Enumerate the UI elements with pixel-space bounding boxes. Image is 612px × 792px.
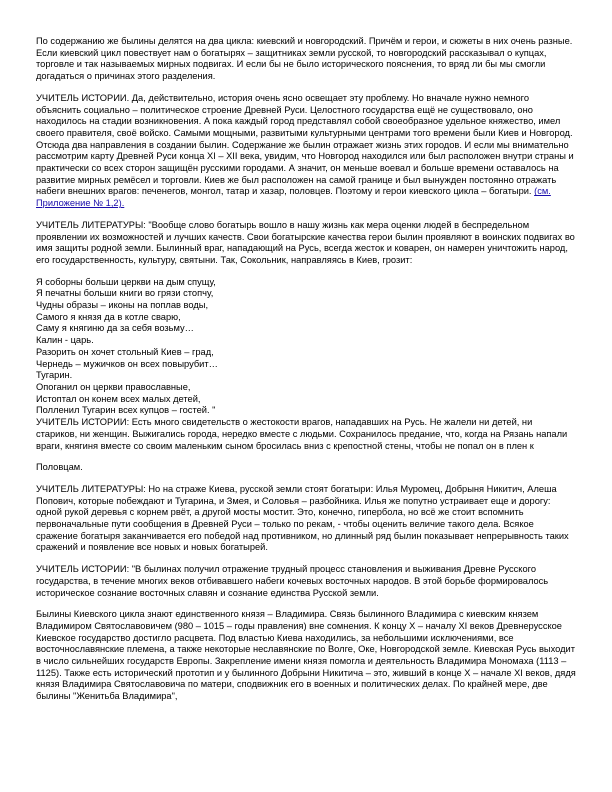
verse-block	[36, 277, 576, 417]
verse-line: Саму я княгиню да за себя возьму…	[36, 323, 194, 334]
verse-line: Опоганил он церкви православные,	[36, 381, 191, 392]
paragraph-2	[36, 93, 576, 210]
verse-line: Истоптал он конем всех малых детей,	[36, 393, 201, 404]
verse-line: Чернедь – мужичков он всех повырубит…	[36, 358, 218, 369]
verse-line: Тугарин.	[36, 370, 73, 381]
paragraph-2-text: УЧИТЕЛЬ ИСТОРИИ. Да, действительно, история очень ясно освещает эту проблему. Но вначале нужно немного объяснить социально – политическое строение Древней Руси. Целостного государства ещё не существовало, оно находилось на стадии возникновения. А пока каждый город представлял собой своеобразное удельное княжество, имел своего правителя, своё войско. Самыми мощными, развитыми культурными центрами того времени были Киев и Новгород. Отсюда два направления в создании былин. Содержание же былин отражает жизнь этих городов. И если мы внимательно рассмотрим карту Древней Руси конца XI – XII века, увидим, что Новгород находился или был расположен внутри страны и практически со всех сторон защищён русскими городами. А значит, он меньше воевал и больше времени оставалось на развитие мирных ремёсел и торговли. Киев же был расположен на самой границе и был вынужден постоянно отражать набеги внешних врагов: печенегов, монгол, татар и хазар, половцев. Поэтому и герои киевского цикла – богатыри.	[36, 92, 574, 197]
verse-line: Полленил Тугарин всех купцов – гостей. "	[36, 405, 216, 416]
appendix-link[interactable]: (см. Приложение № 1,2).	[36, 186, 551, 209]
paragraph-1: По содержанию же былины делятся на два цикла: киевский и новгородский. Причём и герои, и сюжеты в них очень разные. Если киевский цикл повествует нам о богатырях – защитниках земли русской, то новгородский рассказывал о купцах, торговле и так называемых мирных подвигах. И если бы не было исторического пояснения, то вряд ли бы мы смогли догадаться о причинах этого разделения.	[36, 36, 573, 82]
verse-line: Я соборны больши церкви на дым спущу,	[36, 276, 216, 287]
paragraph-5: Половцам.	[36, 462, 83, 473]
verse-line: Самого я князя да в котле сварю,	[36, 311, 181, 322]
paragraph-8: Былины Киевского цикла знают единственного князя – Владимира. Связь былинного Владимира с киевским князем Владимиром Святославовичем (980 – 1015 – годы правления) вне сомнения. К концу X – началу XI веков Древнерусское Киевское государство достигло расцвета. Под властью Киева находились, за небольшими исключениями, все восточнославянские племена, а также некоторые неславянские по Волге, Оке, Новгородской земле. Киевская Русь выходит в число сильнейших государств Европы. Закрепление имени князя помогла и деятельность Владимира Мономаха (1113 – 1125). Также есть исторический прототип и у былинного Добрыни Никитича – это, живший в конце X – начале XI веков, дядя князя Владимира Святославовича по матери, сподвижник его в военных и политических делах. По крайней мере, две былины "Женитьба Владимира",	[36, 609, 576, 702]
verse-line: Калин - царь.	[36, 335, 94, 346]
paragraph-6: УЧИТЕЛЬ ЛИТЕРАТУРЫ: Но на страже Киева, русской земли стоят богатыри: Илья Муромец, Добрыня Никитич, Алеша Попович, которые побеждают и Тугарина, и Змея, и Соловья – разбойника. Илья же попутно устраивает еще и дорогу: одной рукой деревья с корнем рвёт, а другой мосты мостит. Это, конечно, гипербола, но всё же стоит вспомнить первоначальные пути сообщения в Древней Руси – только по рекам, - чтобы оценить величие такого дела. Всякое сражение богатыря заканчивается его победой над противником, но длинный ряд былин показывает непрерывность таких сражений и появление все новых и новых богатырей.	[36, 483, 569, 553]
verse-line: Разорить он хочет стольный Киев – град,	[36, 346, 214, 357]
paragraph-3: УЧИТЕЛЬ ЛИТЕРАТУРЫ: "Вообще слово богатырь вошло в нашу жизнь как мера оценки людей в беспредельном проявлении их возможностей и лучших качеств. Свои богатырские качества герои былин проявляют в воинских подвигах во имя защиты родной земли. Былинный враг, нападающий на Русь, всегда жесток и коварен, он намерен уничтожить народ, его государственность, культуру, святыни. Так, Сокольник, направляясь в Киев, грозит:	[36, 219, 575, 265]
verse-line: Я печатны больши книги во грязи стопчу,	[36, 288, 214, 299]
verse-line: Чудны образы – иконы на поплав воды,	[36, 300, 209, 311]
paragraph-4: УЧИТЕЛЬ ИСТОРИИ: Есть много свидетельств о жестокости врагов, нападавших на Русь. Не жалели ни детей, ни стариков, ни женщин. Выжигались города, нередко вместе с людьми. Сохранилось предание, что, когда на Рязань напали враги, княгиня вместе со своим маленьким сыном бросилась вниз с крепостной стены, чтобы не попал он в плен к	[36, 417, 568, 451]
document-page	[36, 36, 576, 703]
paragraph-7: УЧИТЕЛЬ ИСТОРИИ: "В былинах получил отражение трудный процесс становления и выживания Древне Русского государства, в течение многих веков отбивавшего набеги кочевых восточных народов. В этой борьбе формировалось историческое сознание восточных славян и сознание единства Русской земли.	[36, 564, 549, 598]
